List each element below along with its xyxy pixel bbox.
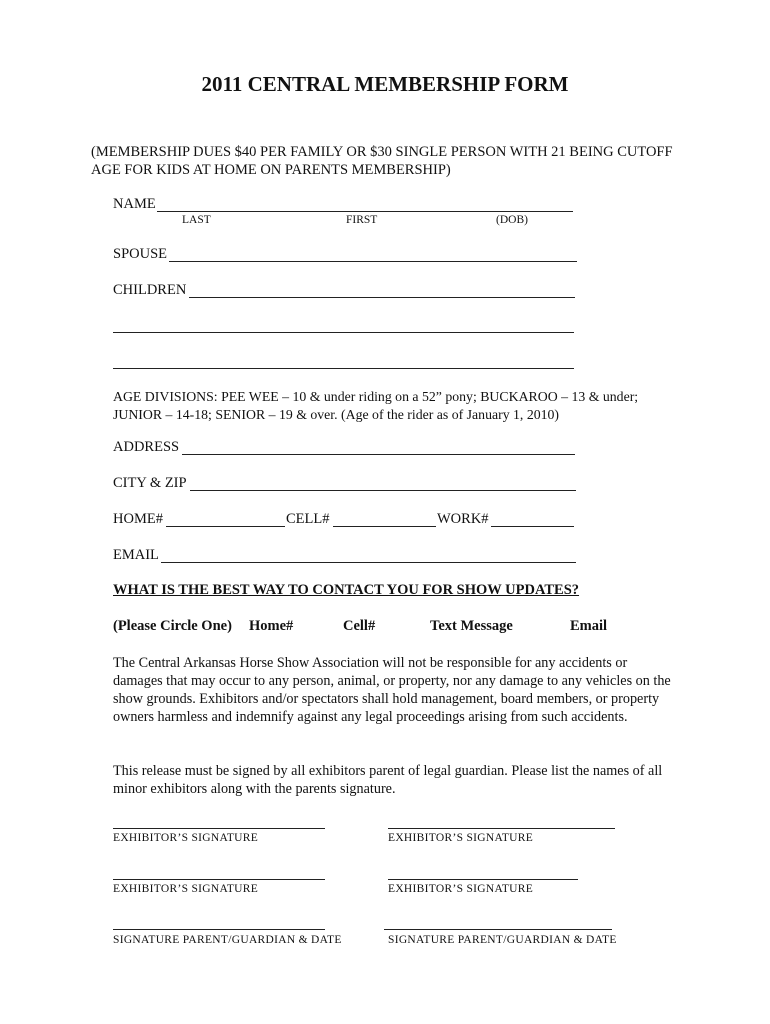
name-label: NAME bbox=[113, 196, 156, 212]
city-zip-label: CITY & ZIP bbox=[113, 475, 187, 491]
exhibitor-signature-line-4[interactable] bbox=[388, 879, 578, 880]
children-label: CHILDREN bbox=[113, 282, 187, 298]
children-field-line-3[interactable] bbox=[113, 368, 574, 369]
exhibitor-signature-label-3: EXHIBITOR’S SIGNATURE bbox=[113, 883, 259, 895]
form-title: 2011 CENTRAL MEMBERSHIP FORM bbox=[201, 72, 569, 96]
contact-option-home[interactable]: Home# bbox=[249, 618, 294, 634]
cell-phone-field-line[interactable] bbox=[333, 526, 436, 527]
children-field-line-2[interactable] bbox=[113, 332, 574, 333]
home-phone-label: HOME# bbox=[113, 511, 163, 527]
address-field-line[interactable] bbox=[182, 454, 575, 455]
spouse-field-line[interactable] bbox=[169, 261, 577, 262]
guardian-signature-label-1: SIGNATURE PARENT/GUARDIAN & DATE bbox=[113, 934, 342, 946]
guardian-signature-label-2: SIGNATURE PARENT/GUARDIAN & DATE bbox=[388, 934, 617, 946]
exhibitor-signature-line-1[interactable] bbox=[113, 828, 325, 829]
home-phone-field-line[interactable] bbox=[166, 526, 285, 527]
liability-paragraph: The Central Arkansas Horse Show Association will not be responsible for any accidents or damages that may occur to any person, animal, or property, nor any damage to any vehicles on the show grounds. Exhibitors and/or spectators shall hold management, board members, or property owners harmless and indemnify against any legal proceedings arising from such accidents. bbox=[113, 655, 671, 725]
age-divisions-text: AGE DIVISIONS: PEE WEE – 10 & under riding on a 52” pony; BUCKAROO – 13 & under; JUNIOR – 14-18; SENIOR – 19 & over. (Age of the rider as of January 1, 2010) bbox=[113, 389, 639, 422]
guardian-signature-line-1[interactable] bbox=[113, 929, 325, 930]
name-first-caption: FIRST bbox=[346, 214, 378, 226]
spouse-label: SPOUSE bbox=[113, 246, 167, 262]
guardian-signature-line-2[interactable] bbox=[384, 929, 612, 930]
contact-question-heading: WHAT IS THE BEST WAY TO CONTACT YOU FOR SHOW UPDATES? bbox=[113, 582, 580, 598]
city-zip-field-line[interactable] bbox=[190, 490, 576, 491]
email-field-line[interactable] bbox=[161, 562, 576, 563]
contact-option-text[interactable]: Text Message bbox=[430, 618, 513, 634]
exhibitor-signature-line-3[interactable] bbox=[113, 879, 325, 880]
exhibitor-signature-line-2[interactable] bbox=[388, 828, 615, 829]
address-label: ADDRESS bbox=[113, 439, 180, 455]
release-paragraph: This release must be signed by all exhibitors parent of legal guardian. Please list the names of all minor exhibitors along with the parents signature. bbox=[113, 763, 663, 797]
work-phone-label: WORK# bbox=[437, 511, 489, 527]
circle-one-prompt: (Please Circle One) bbox=[113, 618, 232, 634]
children-field-line[interactable] bbox=[189, 297, 575, 298]
exhibitor-signature-label-1: EXHIBITOR’S SIGNATURE bbox=[113, 832, 259, 844]
cell-phone-label: CELL# bbox=[286, 511, 330, 527]
membership-dues-note: (MEMBERSHIP DUES $40 PER FAMILY OR $30 SINGLE PERSON WITH 21 BEING CUTOFF AGE FOR KIDS AT HOME ON PARENTS MEMBERSHIP) bbox=[91, 144, 673, 178]
name-dob-caption: (DOB) bbox=[496, 214, 528, 226]
exhibitor-signature-label-2: EXHIBITOR’S SIGNATURE bbox=[388, 832, 534, 844]
contact-option-email[interactable]: Email bbox=[570, 618, 608, 634]
name-field-line[interactable] bbox=[157, 211, 573, 212]
contact-option-cell[interactable]: Cell# bbox=[343, 618, 376, 634]
work-phone-field-line[interactable] bbox=[491, 526, 574, 527]
exhibitor-signature-label-4: EXHIBITOR’S SIGNATURE bbox=[388, 883, 534, 895]
email-label: EMAIL bbox=[113, 547, 159, 563]
name-last-caption: LAST bbox=[182, 214, 211, 226]
